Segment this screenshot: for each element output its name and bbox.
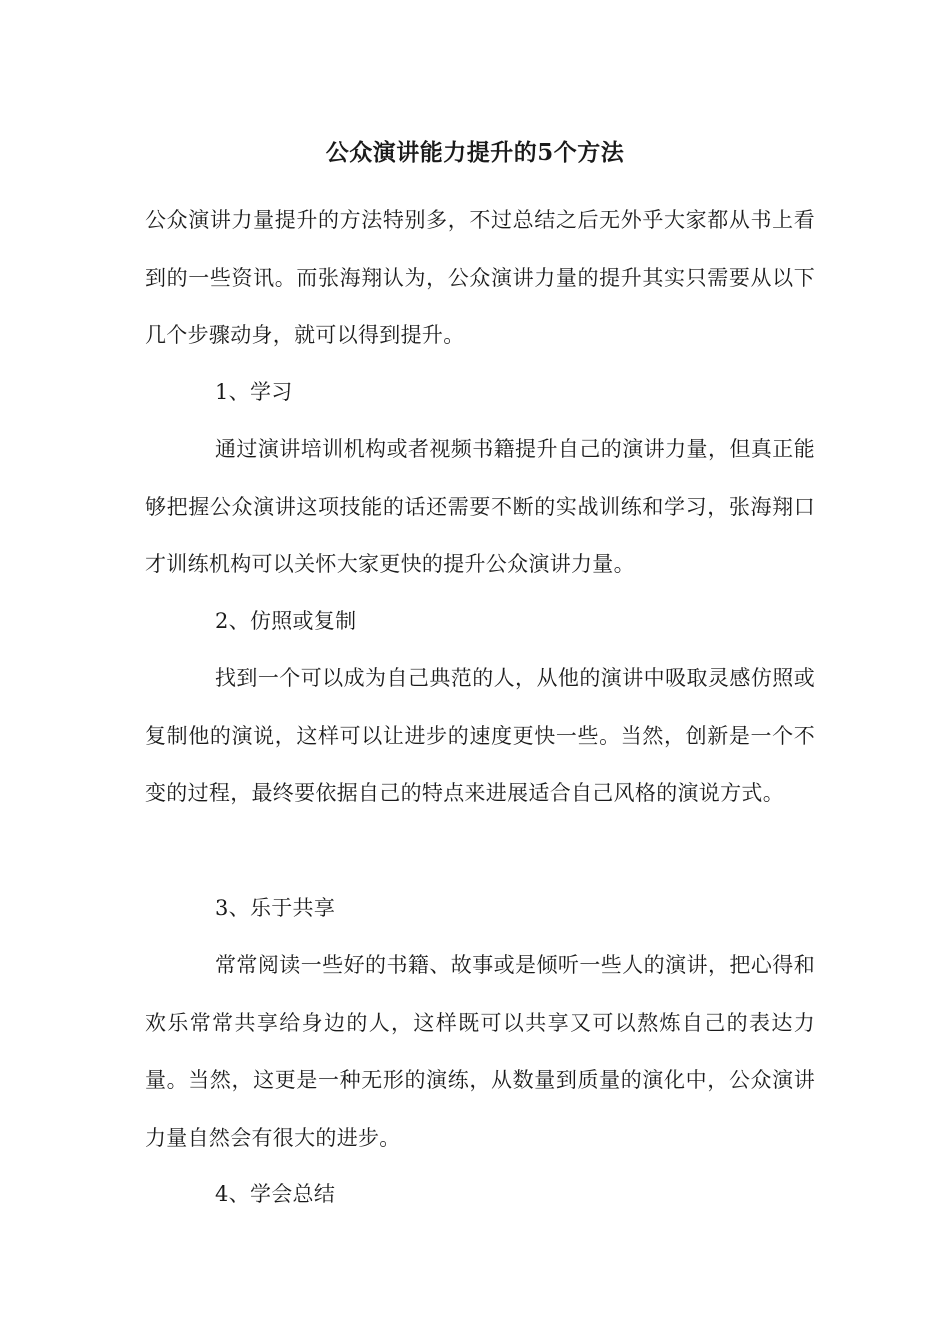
section-body-share: 常常阅读一些好的书籍、故事或是倾听一些人的演讲，把心得和欢乐常常共享给身边的人，这样既可以共享又可以熬炼自己的表达力量。当然，这更是一种无形的演练，从数量到质量的演化中，公众演讲力量自然会有很大的进步。 [145, 953, 815, 1150]
section-body-study: 通过演讲培训机构或者视频书籍提升自己的演讲力量，但真正能够把握公众演讲这项技能的话还需要不断的实战训练和学习，张海翔口才训练机构可以关怀大家更快的提升公众演讲力量。 [145, 437, 815, 576]
section-heading-summarize: 4、学会总结 [215, 1182, 336, 1206]
document-title: 公众演讲能力提升的5个方法 [325, 139, 625, 166]
section-heading-study: 1、学习 [215, 380, 293, 404]
intro-paragraph: 公众演讲力量提升的方法特别多，不过总结之后无外乎大家都从书上看到的一些资讯。而张海翔认为，公众演讲力量的提升其实只需要从以下几个步骤动身，就可以得到提升。 [145, 208, 815, 347]
section-heading-share: 3、乐于共享 [215, 896, 336, 920]
section-body-imitate: 找到一个可以成为自己典范的人，从他的演讲中吸取灵感仿照或复制他的演说，这样可以让进步的速度更快一些。当然，创新是一个不变的过程，最终要依据自己的特点来进展适合自己风格的演说方式。 [145, 666, 815, 805]
section-heading-imitate: 2、仿照或复制 [215, 609, 357, 633]
